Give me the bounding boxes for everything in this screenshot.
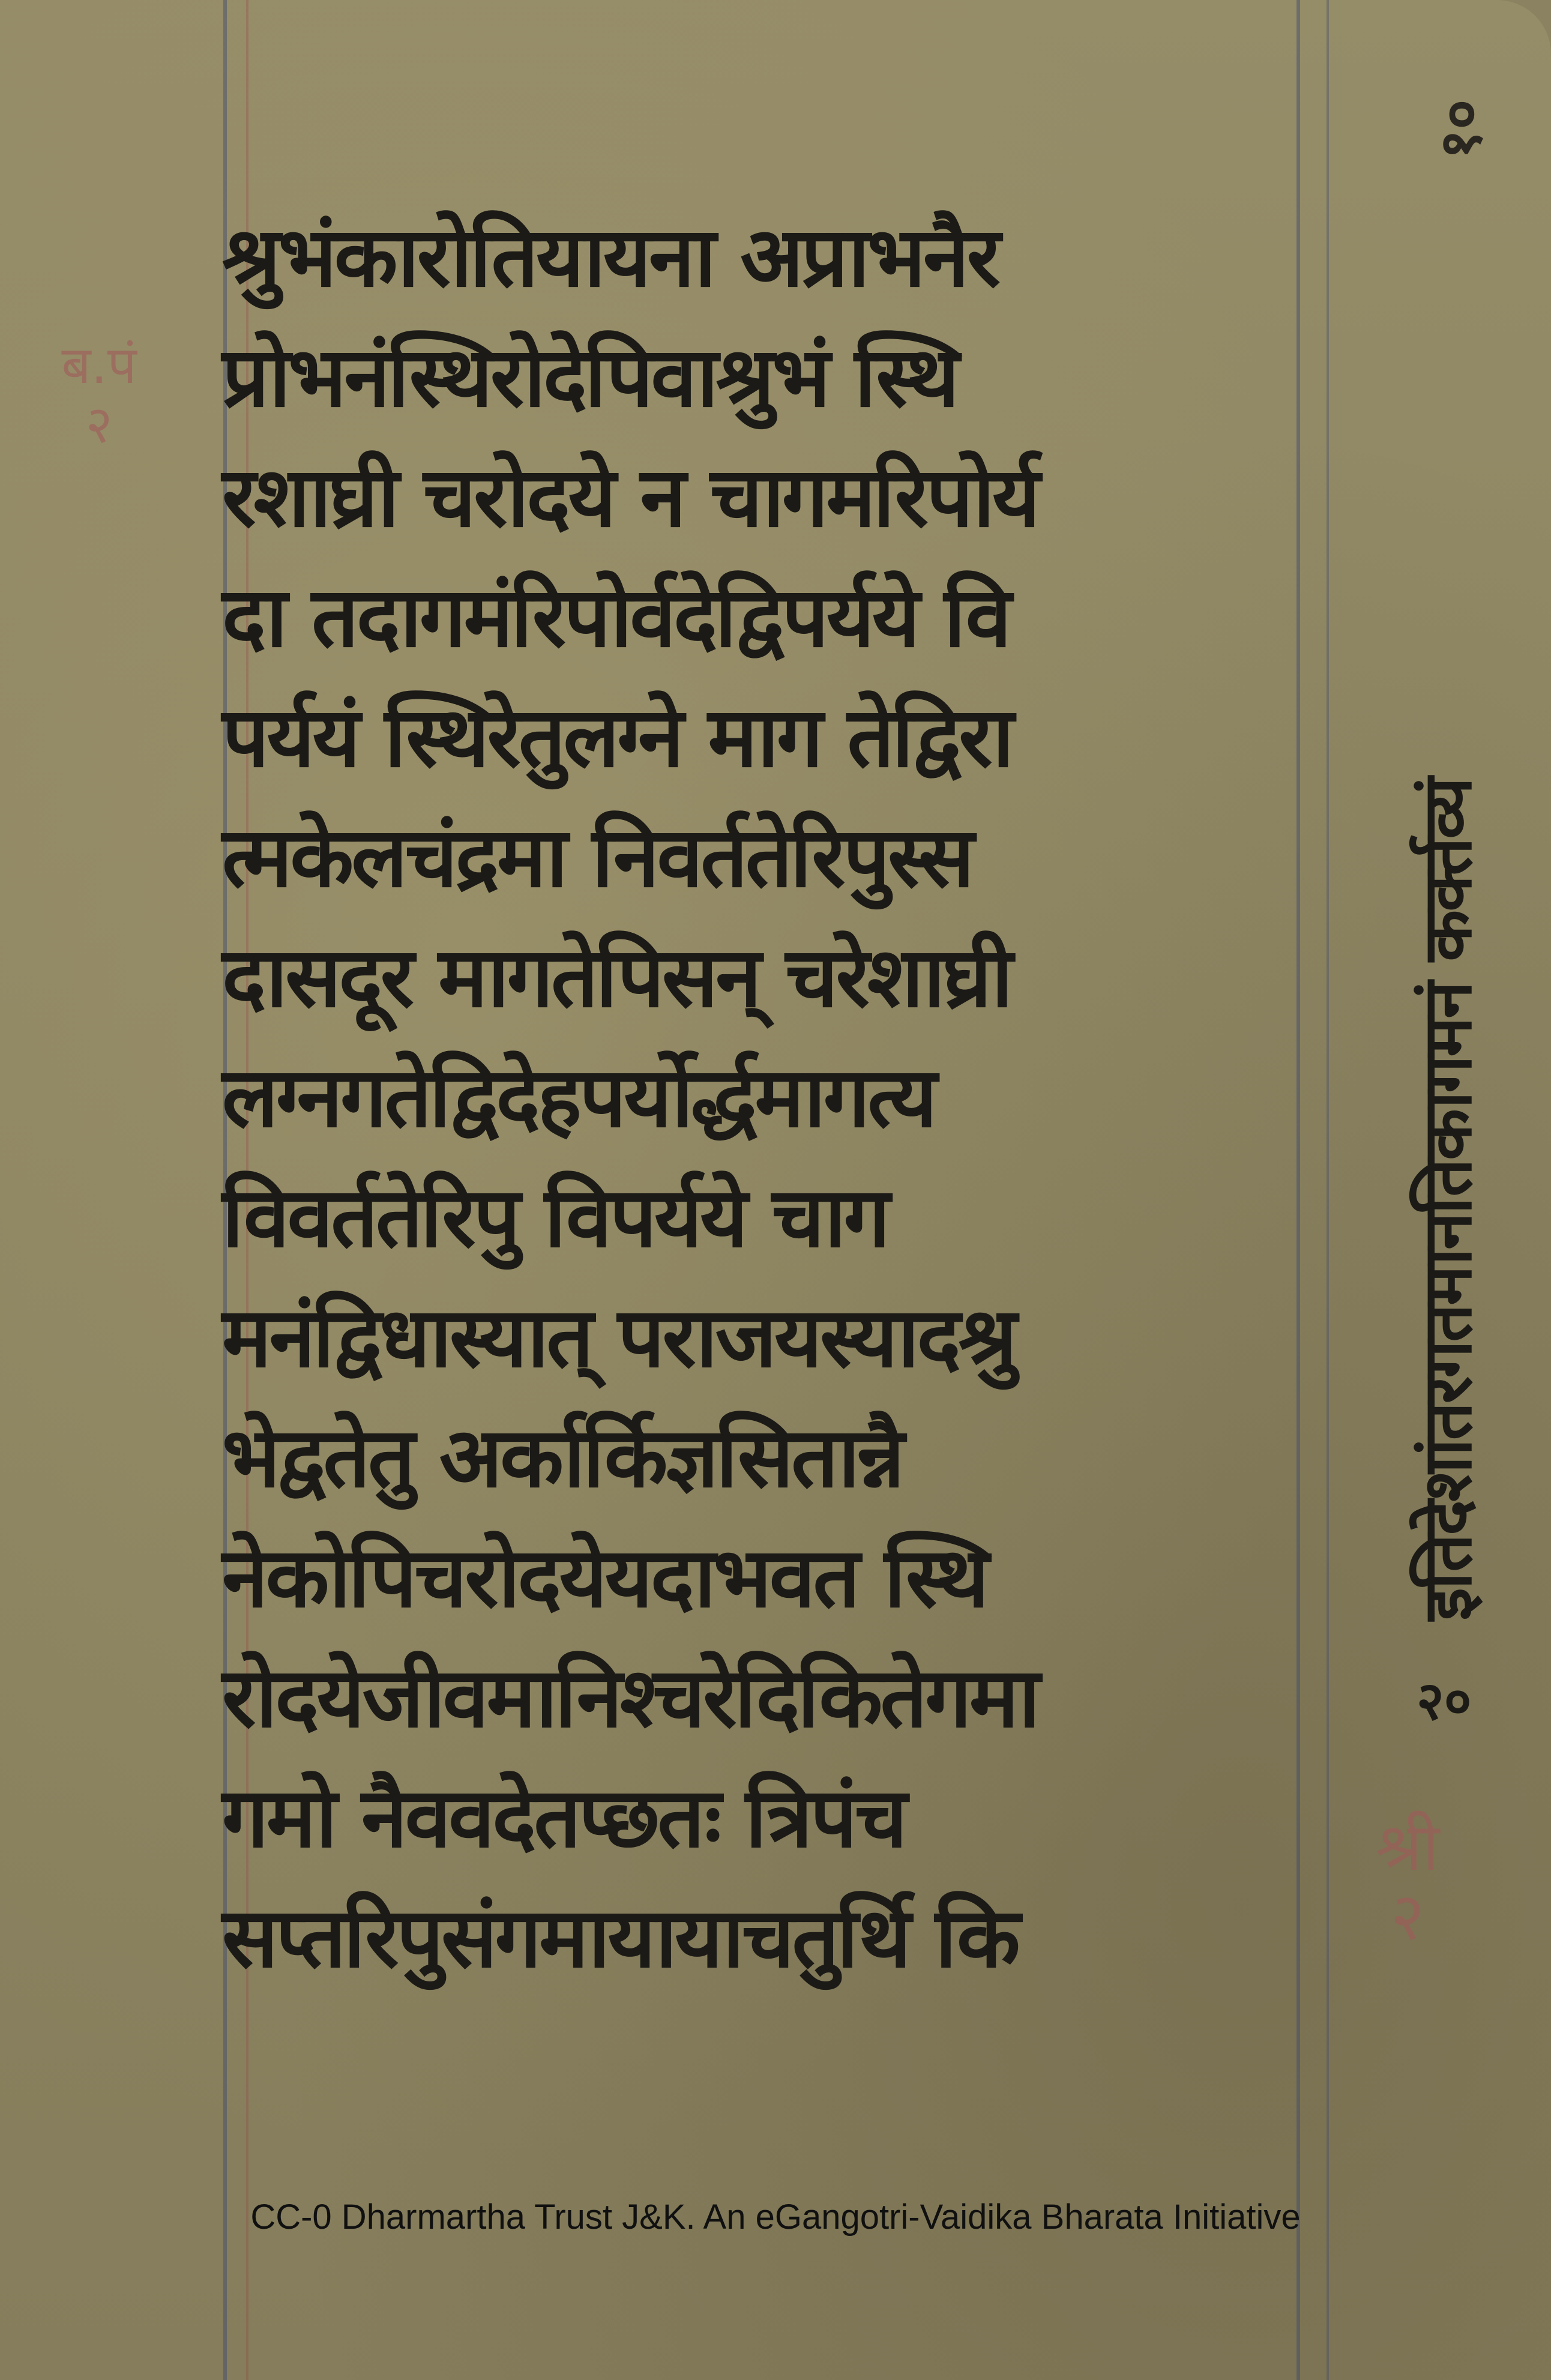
side-margin-colophon: इतिदेशांतरगतमानतिकागमनं कर्क्तव्यं: [1409, 779, 1487, 1621]
digitization-credit: CC-0 Dharmartha Trust J&K. An eGangotri-Vaidika Bharata Initiative: [250, 2198, 1301, 2237]
left-folio-reference: [27, 336, 171, 455]
manuscript-line-5: पर्ययं स्थिरेतुलग्ने माग तेद्विरा: [222, 689, 1012, 786]
right-folio-reference: [1342, 1809, 1474, 1955]
manuscript-line-11: भेद्वतेतु अर्कार्किज्ञसितान्नै: [222, 1409, 903, 1506]
right-reference-number: २: [1390, 1878, 1425, 1955]
manuscript-line-15: सप्तरिपुसंगमायायाचतुर्थि कि: [222, 1890, 1018, 1986]
side-page-number: २०: [1417, 1670, 1472, 1732]
manuscript-line-12: नेकोपिचरोदयेयदाभवत स्थि: [222, 1529, 987, 1626]
manuscript-line-1: श्रुभंकारोतियायना अप्राभनैर: [222, 209, 998, 306]
manuscript-line-8: लग्नगतेद्विदेहपर्योर्द्धमागत्य: [222, 1049, 935, 1146]
left-reference-number: २: [85, 394, 113, 455]
manuscript-line-7: दासदूर मागतेपिसन् चरेशाघ्री: [222, 929, 1011, 1026]
right-reference-label: श्री: [1375, 1809, 1440, 1885]
manuscript-text-block: [222, 209, 1363, 2017]
manuscript-line-2: प्रोभनंस्थिरोदेपिवाश्रुभं स्थि: [222, 329, 957, 426]
manuscript-line-10: मनंद्विधास्यात् पराजयस्यादश्रु: [222, 1289, 1015, 1386]
manuscript-line-6: त्मकेलचंद्रमा निवर्ततेरिपुस्स: [222, 809, 972, 906]
manuscript-line-9: विवर्ततेरिपु विपर्यये चाग: [222, 1169, 888, 1266]
left-reference-label: ब.पं: [61, 336, 137, 396]
corner-number: १०: [1427, 99, 1495, 160]
manuscript-line-14: गमो नैववदेतप्छतः त्रिपंच: [222, 1770, 905, 1866]
manuscript-line-3: रशाघ्री चरोदये न चागमरिपोर्य: [222, 449, 1038, 546]
manuscript-line-4: दा तदागमंरिपोर्वदेद्विपर्यये वि: [222, 569, 1010, 666]
manuscript-line-13: रोदयेजीवमानिश्चरेदिकितेगमा: [222, 1649, 1038, 1746]
